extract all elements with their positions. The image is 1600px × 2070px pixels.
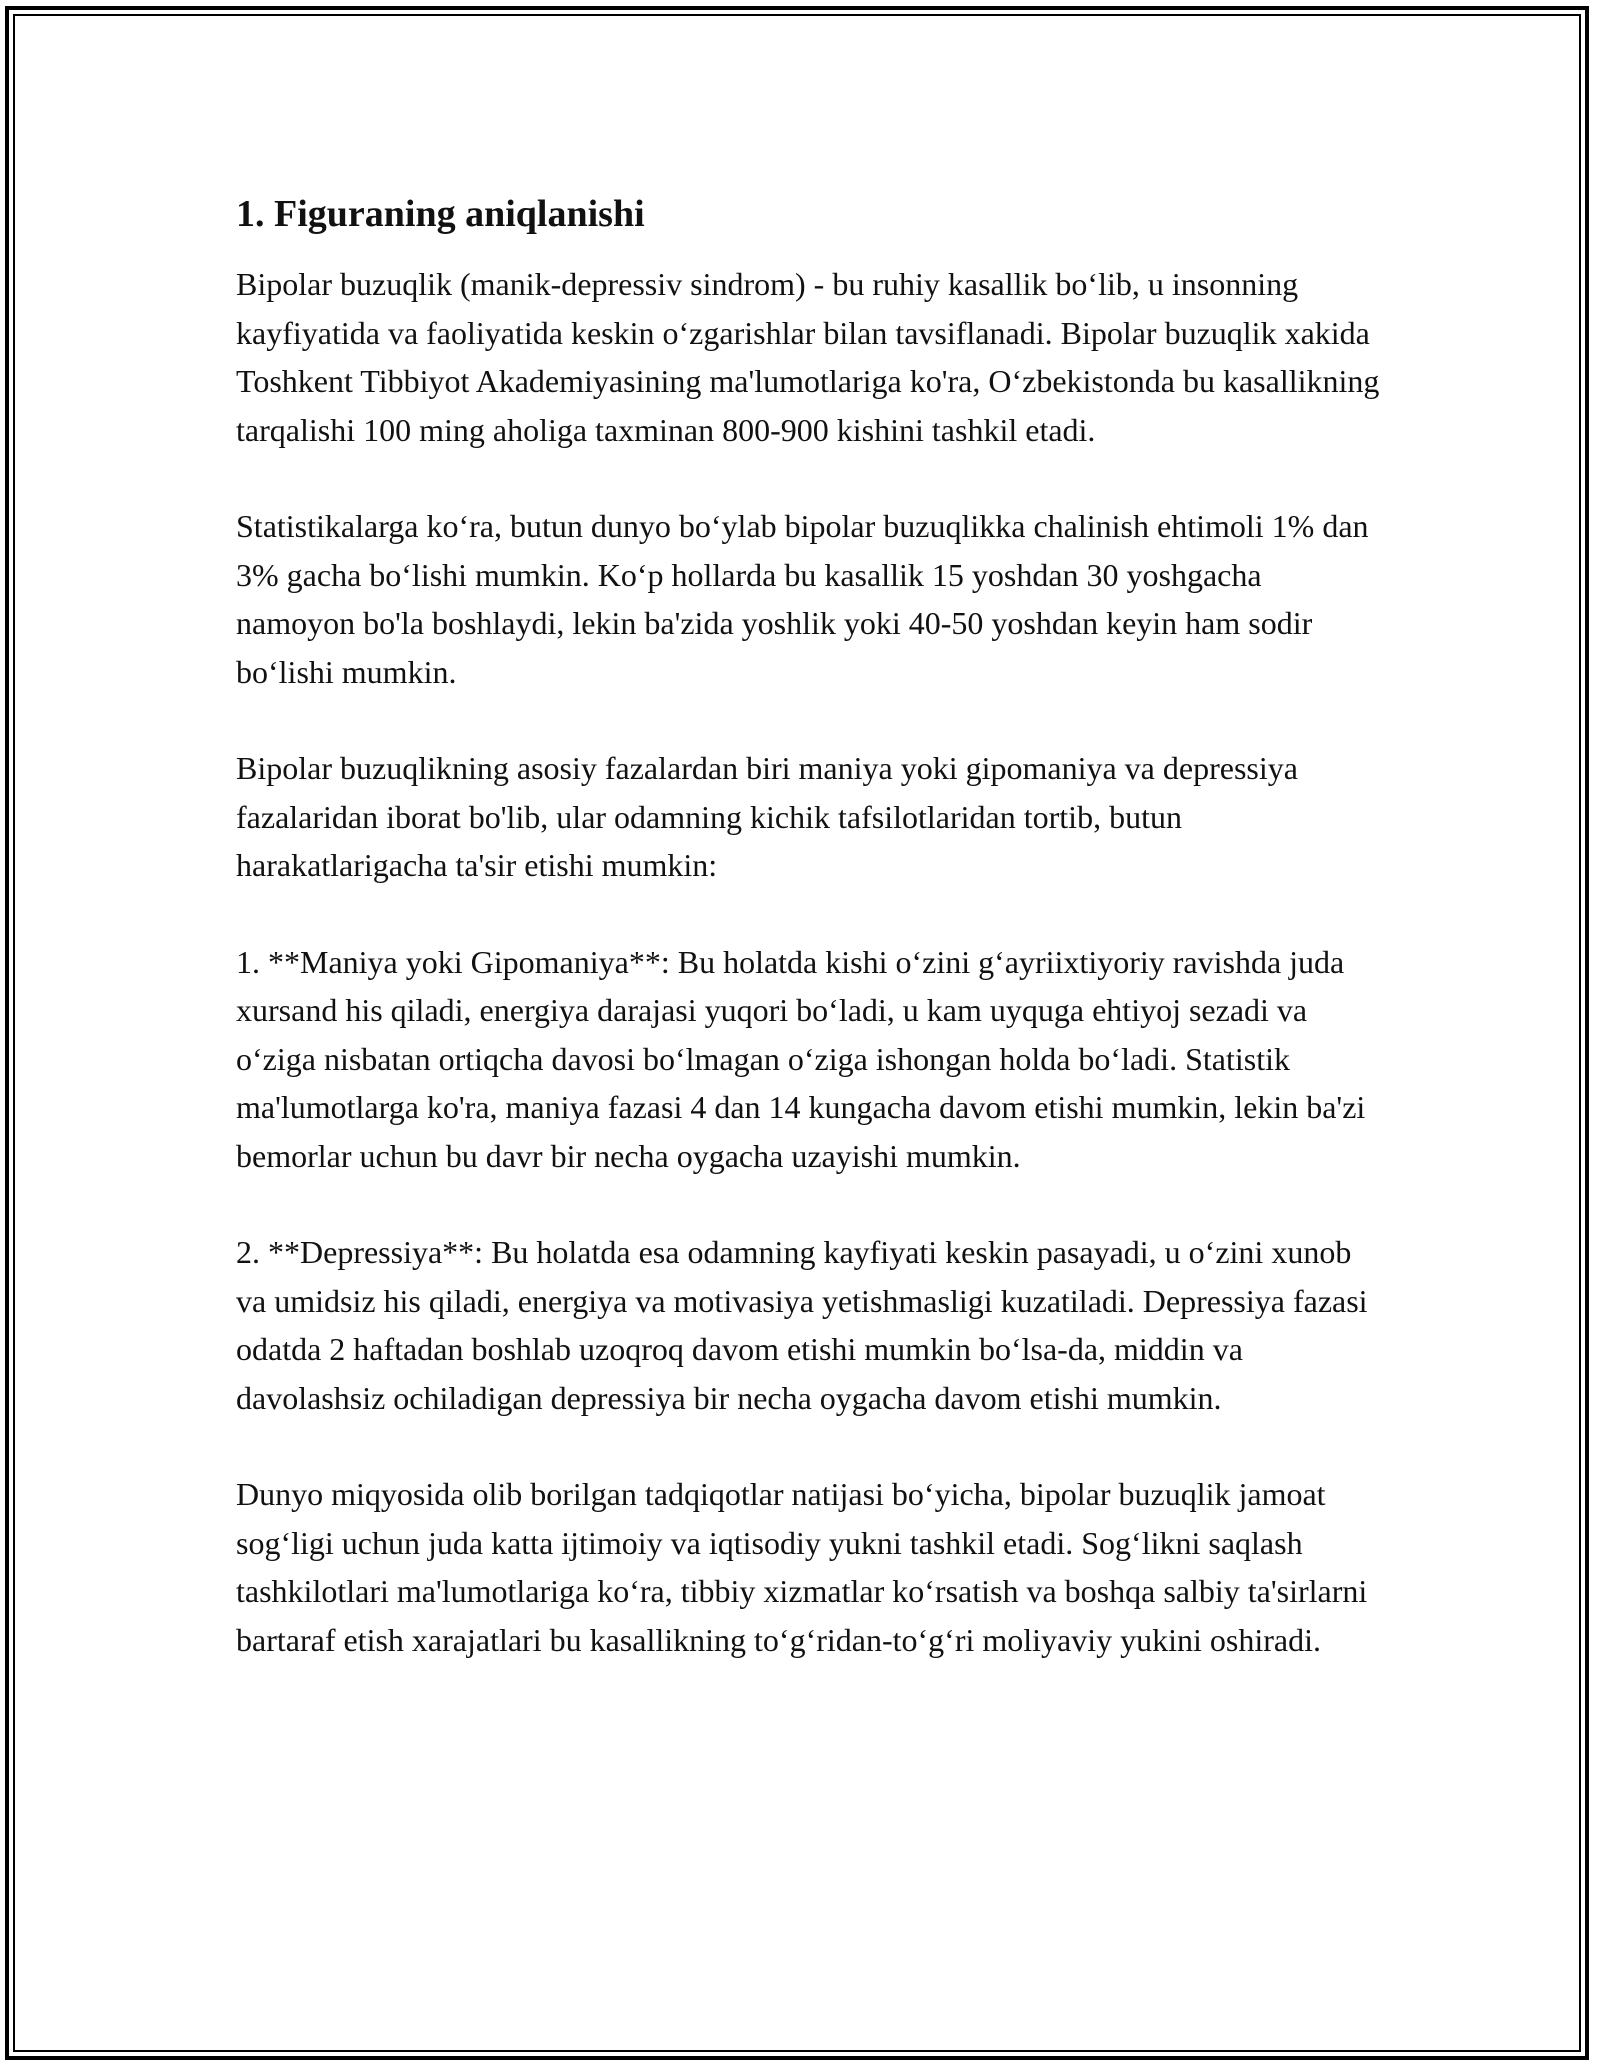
paragraph-mania: 1. **Maniya yoki Gipomaniya**: Bu holatda kishi o‘zini g‘ayriixtiyoriy ravishda juda xursand his qiladi, energiya darajasi yuqori bo‘ladi, u kam uyquga ehtiyoj sezadi va o‘ziga nisbatan ortiqcha davosi bo‘lmagan o‘ziga ishongan holda bo‘ladi. Statistik ma'lumotlarga ko'ra, maniya fazasi 4 dan 14 kungacha davom etishi mumkin, lekin ba'zi bemorlar uchun bu davr bir necha oygacha uzayishi mumkin. — [236, 943, 1366, 1174]
paragraph-burden: Dunyo miqyosida olib borilgan tadqiqotlar natijasi bo‘yicha, bipolar buzuqlik jamoat sog‘ligi uchun juda katta ijtimoiy va iqtisodiy yukni tashkil etadi. Sog‘likni saqlash tashkilotlari ma'lumotlariga ko‘ra, tibbiy xizmatlar ko‘rsatish va boshqa salbiy ta'sirlarni bartaraf etish xarajatlari bu kasallikning to‘g‘ridan-to‘g‘ri moliyaviy yukini oshiradi. — [236, 1476, 1368, 1658]
paragraph-definition: Bipolar buzuqlik (manik-depressiv sindrom) - bu ruhiy kasallik bo‘lib, u insonning kayfiyatida va faoliyatida keskin o‘zgarishlar bilan tavsiflanadi. Bipolar buzuqlik xakida Toshkent Tibbiyot Akademiyasining ma'lumotlariga ko'ra, O‘zbekistonda bu kasallikning tarqalishi 100 ming aholiga taxminan 800-900 kishini tashkil etadi. — [236, 266, 1380, 448]
paragraph-depression: 2. **Depressiya**: Bu holatda esa odamning kayfiyati keskin pasayadi, u o‘zini xunob va umidsiz his qiladi, energiya va motivasiya yetishmasligi kuzatiladi. Depressiya fazasi odatda 2 haftadan boshlab uzoqroq davom etishi mumkin bo‘lsa-da, middin va davolashsiz ochiladigan depressiya bir necha oygacha davom etishi mumkin. — [236, 1234, 1368, 1416]
paragraph-phases-intro: Bipolar buzuqlikning asosiy fazalardan biri maniya yoki gipomaniya va depressiya fazalaridan iborat bo'lib, ular odamning kichik tafsilotlaridan tortib, butun harakatlarigacha ta'sir etishi mumkin: — [236, 750, 1298, 883]
document-body — [236, 188, 1386, 1712]
section-heading: 1. Figuraning aniqlanishi — [236, 193, 645, 235]
paragraph-statistics: Statistikalarga ko‘ra, butun dunyo bo‘ylab bipolar buzuqlikka chalinish ehtimoli 1% dan 3% gacha bo‘lishi mumkin. Ko‘p hollarda bu kasallik 15 yoshdan 30 yoshgacha namoyon bo'la boshlaydi, lekin ba'zida yoshlik yoki 40-50 yoshdan keyin ham sodir bo‘lishi mumkin. — [236, 508, 1369, 690]
